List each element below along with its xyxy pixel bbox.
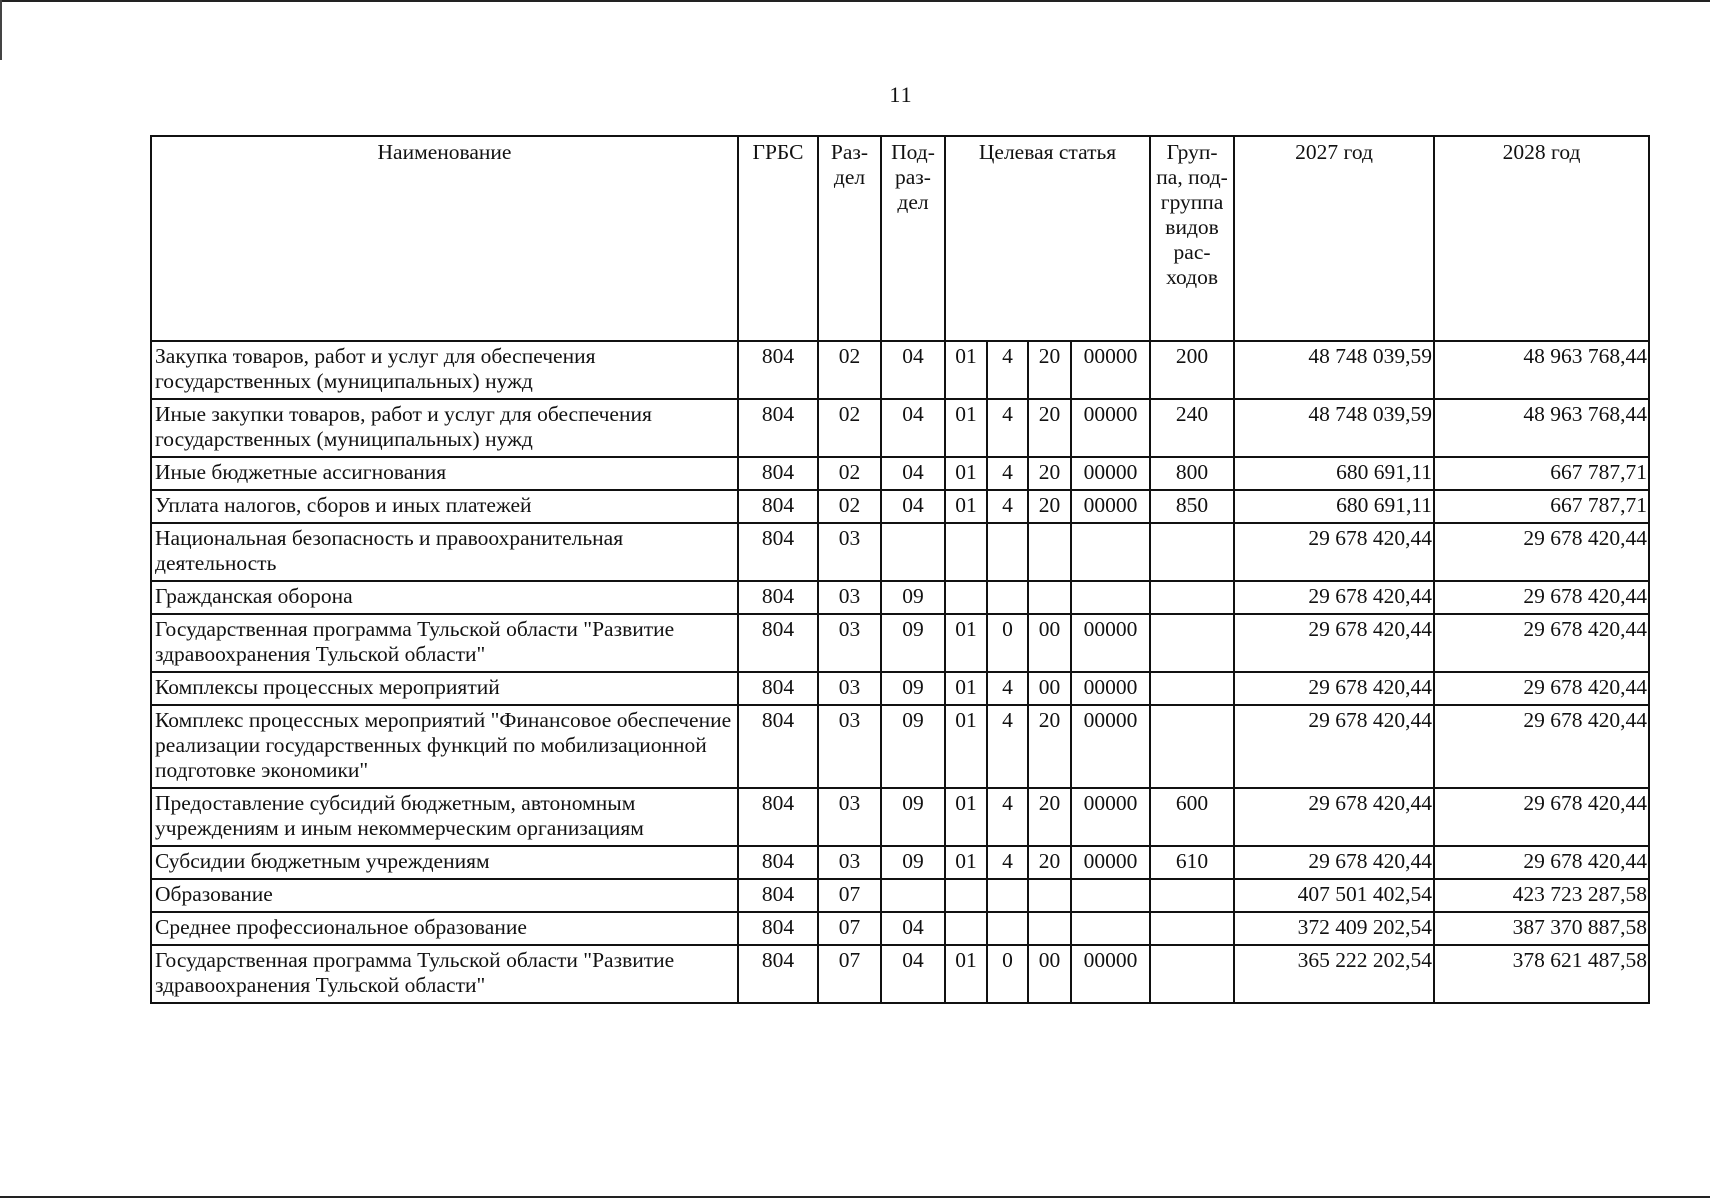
cell-target-element bbox=[1028, 523, 1071, 581]
cell-grbs: 804 bbox=[738, 457, 818, 490]
cell-target-type: 4 bbox=[987, 490, 1028, 523]
cell-razdel: 03 bbox=[818, 614, 881, 672]
cell-expense-group bbox=[1150, 581, 1234, 614]
cell-grbs: 804 bbox=[738, 399, 818, 457]
cell-razdel: 03 bbox=[818, 581, 881, 614]
cell-name: Иные закупки товаров, работ и услуг для обеспечения государственных (муниципальных) нужд bbox=[151, 399, 738, 457]
header-razdel: Раз- дел bbox=[818, 136, 881, 341]
cell-razdel: 03 bbox=[818, 672, 881, 705]
cell-expense-group: 200 bbox=[1150, 341, 1234, 399]
cell-target-type: 4 bbox=[987, 341, 1028, 399]
cell-target-direction: 00000 bbox=[1071, 672, 1150, 705]
table-row bbox=[151, 788, 1649, 846]
cell-name: Государственная программа Тульской области "Развитие здравоохранения Тульской области" bbox=[151, 945, 738, 1003]
cell-expense-group bbox=[1150, 879, 1234, 912]
header-2027: 2027 год bbox=[1234, 136, 1434, 341]
cell-target-type: 4 bbox=[987, 457, 1028, 490]
cell-target-element bbox=[1028, 912, 1071, 945]
cell-amount-2028: 378 621 487,58 bbox=[1434, 945, 1649, 1003]
cell-target-element bbox=[1028, 581, 1071, 614]
cell-razdel: 03 bbox=[818, 523, 881, 581]
cell-target-program: 01 bbox=[945, 341, 987, 399]
cell-target-type: 4 bbox=[987, 672, 1028, 705]
cell-target-direction: 00000 bbox=[1071, 846, 1150, 879]
cell-razdel: 07 bbox=[818, 945, 881, 1003]
cell-expense-group: 850 bbox=[1150, 490, 1234, 523]
scan-edge-top bbox=[0, 0, 1710, 2]
cell-podrazdel: 04 bbox=[881, 341, 945, 399]
cell-grbs: 804 bbox=[738, 523, 818, 581]
header-target: Целевая статья bbox=[945, 136, 1150, 341]
cell-amount-2028: 423 723 287,58 bbox=[1434, 879, 1649, 912]
table-row bbox=[151, 705, 1649, 788]
cell-amount-2028: 29 678 420,44 bbox=[1434, 705, 1649, 788]
header-name: Наименование bbox=[151, 136, 738, 341]
cell-name: Комплексы процессных мероприятий bbox=[151, 672, 738, 705]
header-group: Груп- па, под- группа видов рас- ходов bbox=[1150, 136, 1234, 341]
cell-razdel: 03 bbox=[818, 788, 881, 846]
cell-expense-group bbox=[1150, 672, 1234, 705]
table-header bbox=[151, 136, 1649, 341]
cell-name: Предоставление субсидий бюджетным, автономным учреждениям и иным некоммерческим организациям bbox=[151, 788, 738, 846]
cell-target-type: 0 bbox=[987, 945, 1028, 1003]
cell-target-element: 20 bbox=[1028, 490, 1071, 523]
table-row bbox=[151, 457, 1649, 490]
cell-name: Национальная безопасность и правоохранительная деятельность bbox=[151, 523, 738, 581]
cell-target-element: 20 bbox=[1028, 705, 1071, 788]
cell-grbs: 804 bbox=[738, 912, 818, 945]
cell-target-program: 01 bbox=[945, 846, 987, 879]
cell-name: Гражданская оборона bbox=[151, 581, 738, 614]
cell-expense-group bbox=[1150, 912, 1234, 945]
table-row bbox=[151, 581, 1649, 614]
cell-target-program: 01 bbox=[945, 705, 987, 788]
cell-target-direction: 00000 bbox=[1071, 490, 1150, 523]
header-grbs: ГРБС bbox=[738, 136, 818, 341]
cell-podrazdel: 04 bbox=[881, 912, 945, 945]
cell-expense-group: 800 bbox=[1150, 457, 1234, 490]
cell-razdel: 02 bbox=[818, 341, 881, 399]
table-row bbox=[151, 614, 1649, 672]
cell-podrazdel: 04 bbox=[881, 399, 945, 457]
cell-amount-2027: 680 691,11 bbox=[1234, 457, 1434, 490]
cell-grbs: 804 bbox=[738, 581, 818, 614]
cell-podrazdel: 09 bbox=[881, 672, 945, 705]
cell-grbs: 804 bbox=[738, 945, 818, 1003]
scan-edge-left bbox=[0, 0, 2, 60]
cell-amount-2027: 29 678 420,44 bbox=[1234, 846, 1434, 879]
cell-name: Субсидии бюджетным учреждениям bbox=[151, 846, 738, 879]
cell-amount-2027: 29 678 420,44 bbox=[1234, 581, 1434, 614]
cell-name: Государственная программа Тульской области "Развитие здравоохранения Тульской области" bbox=[151, 614, 738, 672]
cell-target-program bbox=[945, 581, 987, 614]
cell-amount-2027: 29 678 420,44 bbox=[1234, 672, 1434, 705]
cell-podrazdel: 09 bbox=[881, 581, 945, 614]
cell-expense-group bbox=[1150, 705, 1234, 788]
cell-target-direction: 00000 bbox=[1071, 341, 1150, 399]
cell-grbs: 804 bbox=[738, 614, 818, 672]
cell-podrazdel: 04 bbox=[881, 490, 945, 523]
cell-target-type bbox=[987, 581, 1028, 614]
cell-amount-2028: 29 678 420,44 bbox=[1434, 672, 1649, 705]
cell-target-program: 01 bbox=[945, 490, 987, 523]
cell-target-program: 01 bbox=[945, 614, 987, 672]
cell-grbs: 804 bbox=[738, 672, 818, 705]
cell-name: Комплекс процессных мероприятий "Финансовое обеспечение реализации государственных функций по мобилизационной подготовке экономики" bbox=[151, 705, 738, 788]
cell-target-direction bbox=[1071, 912, 1150, 945]
cell-expense-group: 610 bbox=[1150, 846, 1234, 879]
cell-podrazdel: 09 bbox=[881, 846, 945, 879]
cell-target-direction: 00000 bbox=[1071, 788, 1150, 846]
cell-expense-group: 240 bbox=[1150, 399, 1234, 457]
cell-target-element: 20 bbox=[1028, 341, 1071, 399]
cell-target-program bbox=[945, 523, 987, 581]
cell-amount-2027: 407 501 402,54 bbox=[1234, 879, 1434, 912]
cell-name: Закупка товаров, работ и услуг для обеспечения государственных (муниципальных) нужд bbox=[151, 341, 738, 399]
cell-name: Образование bbox=[151, 879, 738, 912]
cell-amount-2028: 29 678 420,44 bbox=[1434, 788, 1649, 846]
scan-edge-bottom bbox=[0, 1196, 1710, 1198]
cell-grbs: 804 bbox=[738, 341, 818, 399]
cell-podrazdel: 04 bbox=[881, 457, 945, 490]
cell-target-element: 00 bbox=[1028, 672, 1071, 705]
cell-target-type bbox=[987, 523, 1028, 581]
cell-razdel: 07 bbox=[818, 912, 881, 945]
cell-podrazdel bbox=[881, 523, 945, 581]
table-row bbox=[151, 912, 1649, 945]
cell-podrazdel: 09 bbox=[881, 788, 945, 846]
header-podrazdel: Под- раз- дел bbox=[881, 136, 945, 341]
cell-amount-2028: 48 963 768,44 bbox=[1434, 399, 1649, 457]
cell-expense-group: 600 bbox=[1150, 788, 1234, 846]
cell-target-type bbox=[987, 879, 1028, 912]
cell-amount-2028: 29 678 420,44 bbox=[1434, 523, 1649, 581]
cell-amount-2028: 387 370 887,58 bbox=[1434, 912, 1649, 945]
cell-podrazdel: 09 bbox=[881, 705, 945, 788]
cell-target-type: 4 bbox=[987, 705, 1028, 788]
cell-target-type bbox=[987, 912, 1028, 945]
cell-podrazdel: 04 bbox=[881, 945, 945, 1003]
cell-target-direction: 00000 bbox=[1071, 614, 1150, 672]
cell-razdel: 03 bbox=[818, 846, 881, 879]
budget-table bbox=[150, 135, 1650, 1004]
cell-amount-2028: 667 787,71 bbox=[1434, 490, 1649, 523]
cell-amount-2027: 29 678 420,44 bbox=[1234, 705, 1434, 788]
cell-grbs: 804 bbox=[738, 788, 818, 846]
cell-target-element: 20 bbox=[1028, 457, 1071, 490]
cell-target-program: 01 bbox=[945, 672, 987, 705]
cell-razdel: 03 bbox=[818, 705, 881, 788]
cell-name: Среднее профессиональное образование bbox=[151, 912, 738, 945]
table-body bbox=[151, 341, 1649, 1003]
cell-name: Уплата налогов, сборов и иных платежей bbox=[151, 490, 738, 523]
cell-target-element: 00 bbox=[1028, 614, 1071, 672]
cell-name: Иные бюджетные ассигнования bbox=[151, 457, 738, 490]
cell-amount-2028: 29 678 420,44 bbox=[1434, 614, 1649, 672]
cell-target-program: 01 bbox=[945, 788, 987, 846]
header-2028: 2028 год bbox=[1434, 136, 1649, 341]
cell-amount-2028: 667 787,71 bbox=[1434, 457, 1649, 490]
cell-grbs: 804 bbox=[738, 879, 818, 912]
cell-target-element bbox=[1028, 879, 1071, 912]
cell-target-direction: 00000 bbox=[1071, 399, 1150, 457]
cell-amount-2028: 29 678 420,44 bbox=[1434, 581, 1649, 614]
cell-amount-2027: 29 678 420,44 bbox=[1234, 614, 1434, 672]
cell-target-element: 20 bbox=[1028, 399, 1071, 457]
cell-podrazdel: 09 bbox=[881, 614, 945, 672]
cell-grbs: 804 bbox=[738, 846, 818, 879]
cell-target-element: 20 bbox=[1028, 788, 1071, 846]
cell-amount-2028: 48 963 768,44 bbox=[1434, 341, 1649, 399]
cell-target-element: 20 bbox=[1028, 846, 1071, 879]
cell-target-type: 4 bbox=[987, 788, 1028, 846]
cell-target-program bbox=[945, 912, 987, 945]
table-row bbox=[151, 341, 1649, 399]
cell-razdel: 07 bbox=[818, 879, 881, 912]
cell-amount-2027: 372 409 202,54 bbox=[1234, 912, 1434, 945]
table-row bbox=[151, 879, 1649, 912]
table-row bbox=[151, 672, 1649, 705]
cell-expense-group bbox=[1150, 945, 1234, 1003]
cell-grbs: 804 bbox=[738, 705, 818, 788]
cell-target-type: 4 bbox=[987, 846, 1028, 879]
cell-expense-group bbox=[1150, 523, 1234, 581]
cell-target-program bbox=[945, 879, 987, 912]
table-row bbox=[151, 945, 1649, 1003]
cell-grbs: 804 bbox=[738, 490, 818, 523]
cell-expense-group bbox=[1150, 614, 1234, 672]
table-row bbox=[151, 490, 1649, 523]
table-row bbox=[151, 846, 1649, 879]
cell-amount-2027: 680 691,11 bbox=[1234, 490, 1434, 523]
cell-target-type: 0 bbox=[987, 614, 1028, 672]
cell-podrazdel bbox=[881, 879, 945, 912]
cell-target-program: 01 bbox=[945, 457, 987, 490]
cell-target-element: 00 bbox=[1028, 945, 1071, 1003]
cell-target-direction bbox=[1071, 581, 1150, 614]
cell-target-direction bbox=[1071, 879, 1150, 912]
table-row bbox=[151, 523, 1649, 581]
cell-razdel: 02 bbox=[818, 399, 881, 457]
table-row bbox=[151, 399, 1649, 457]
cell-target-direction: 00000 bbox=[1071, 705, 1150, 788]
cell-amount-2027: 48 748 039,59 bbox=[1234, 341, 1434, 399]
cell-amount-2027: 48 748 039,59 bbox=[1234, 399, 1434, 457]
cell-razdel: 02 bbox=[818, 490, 881, 523]
cell-target-direction: 00000 bbox=[1071, 457, 1150, 490]
cell-amount-2027: 29 678 420,44 bbox=[1234, 523, 1434, 581]
cell-razdel: 02 bbox=[818, 457, 881, 490]
cell-target-program: 01 bbox=[945, 399, 987, 457]
cell-target-direction bbox=[1071, 523, 1150, 581]
cell-target-program: 01 bbox=[945, 945, 987, 1003]
cell-target-direction: 00000 bbox=[1071, 945, 1150, 1003]
cell-target-type: 4 bbox=[987, 399, 1028, 457]
cell-amount-2027: 365 222 202,54 bbox=[1234, 945, 1434, 1003]
page-number: 11 bbox=[889, 82, 913, 107]
cell-amount-2028: 29 678 420,44 bbox=[1434, 846, 1649, 879]
cell-amount-2027: 29 678 420,44 bbox=[1234, 788, 1434, 846]
